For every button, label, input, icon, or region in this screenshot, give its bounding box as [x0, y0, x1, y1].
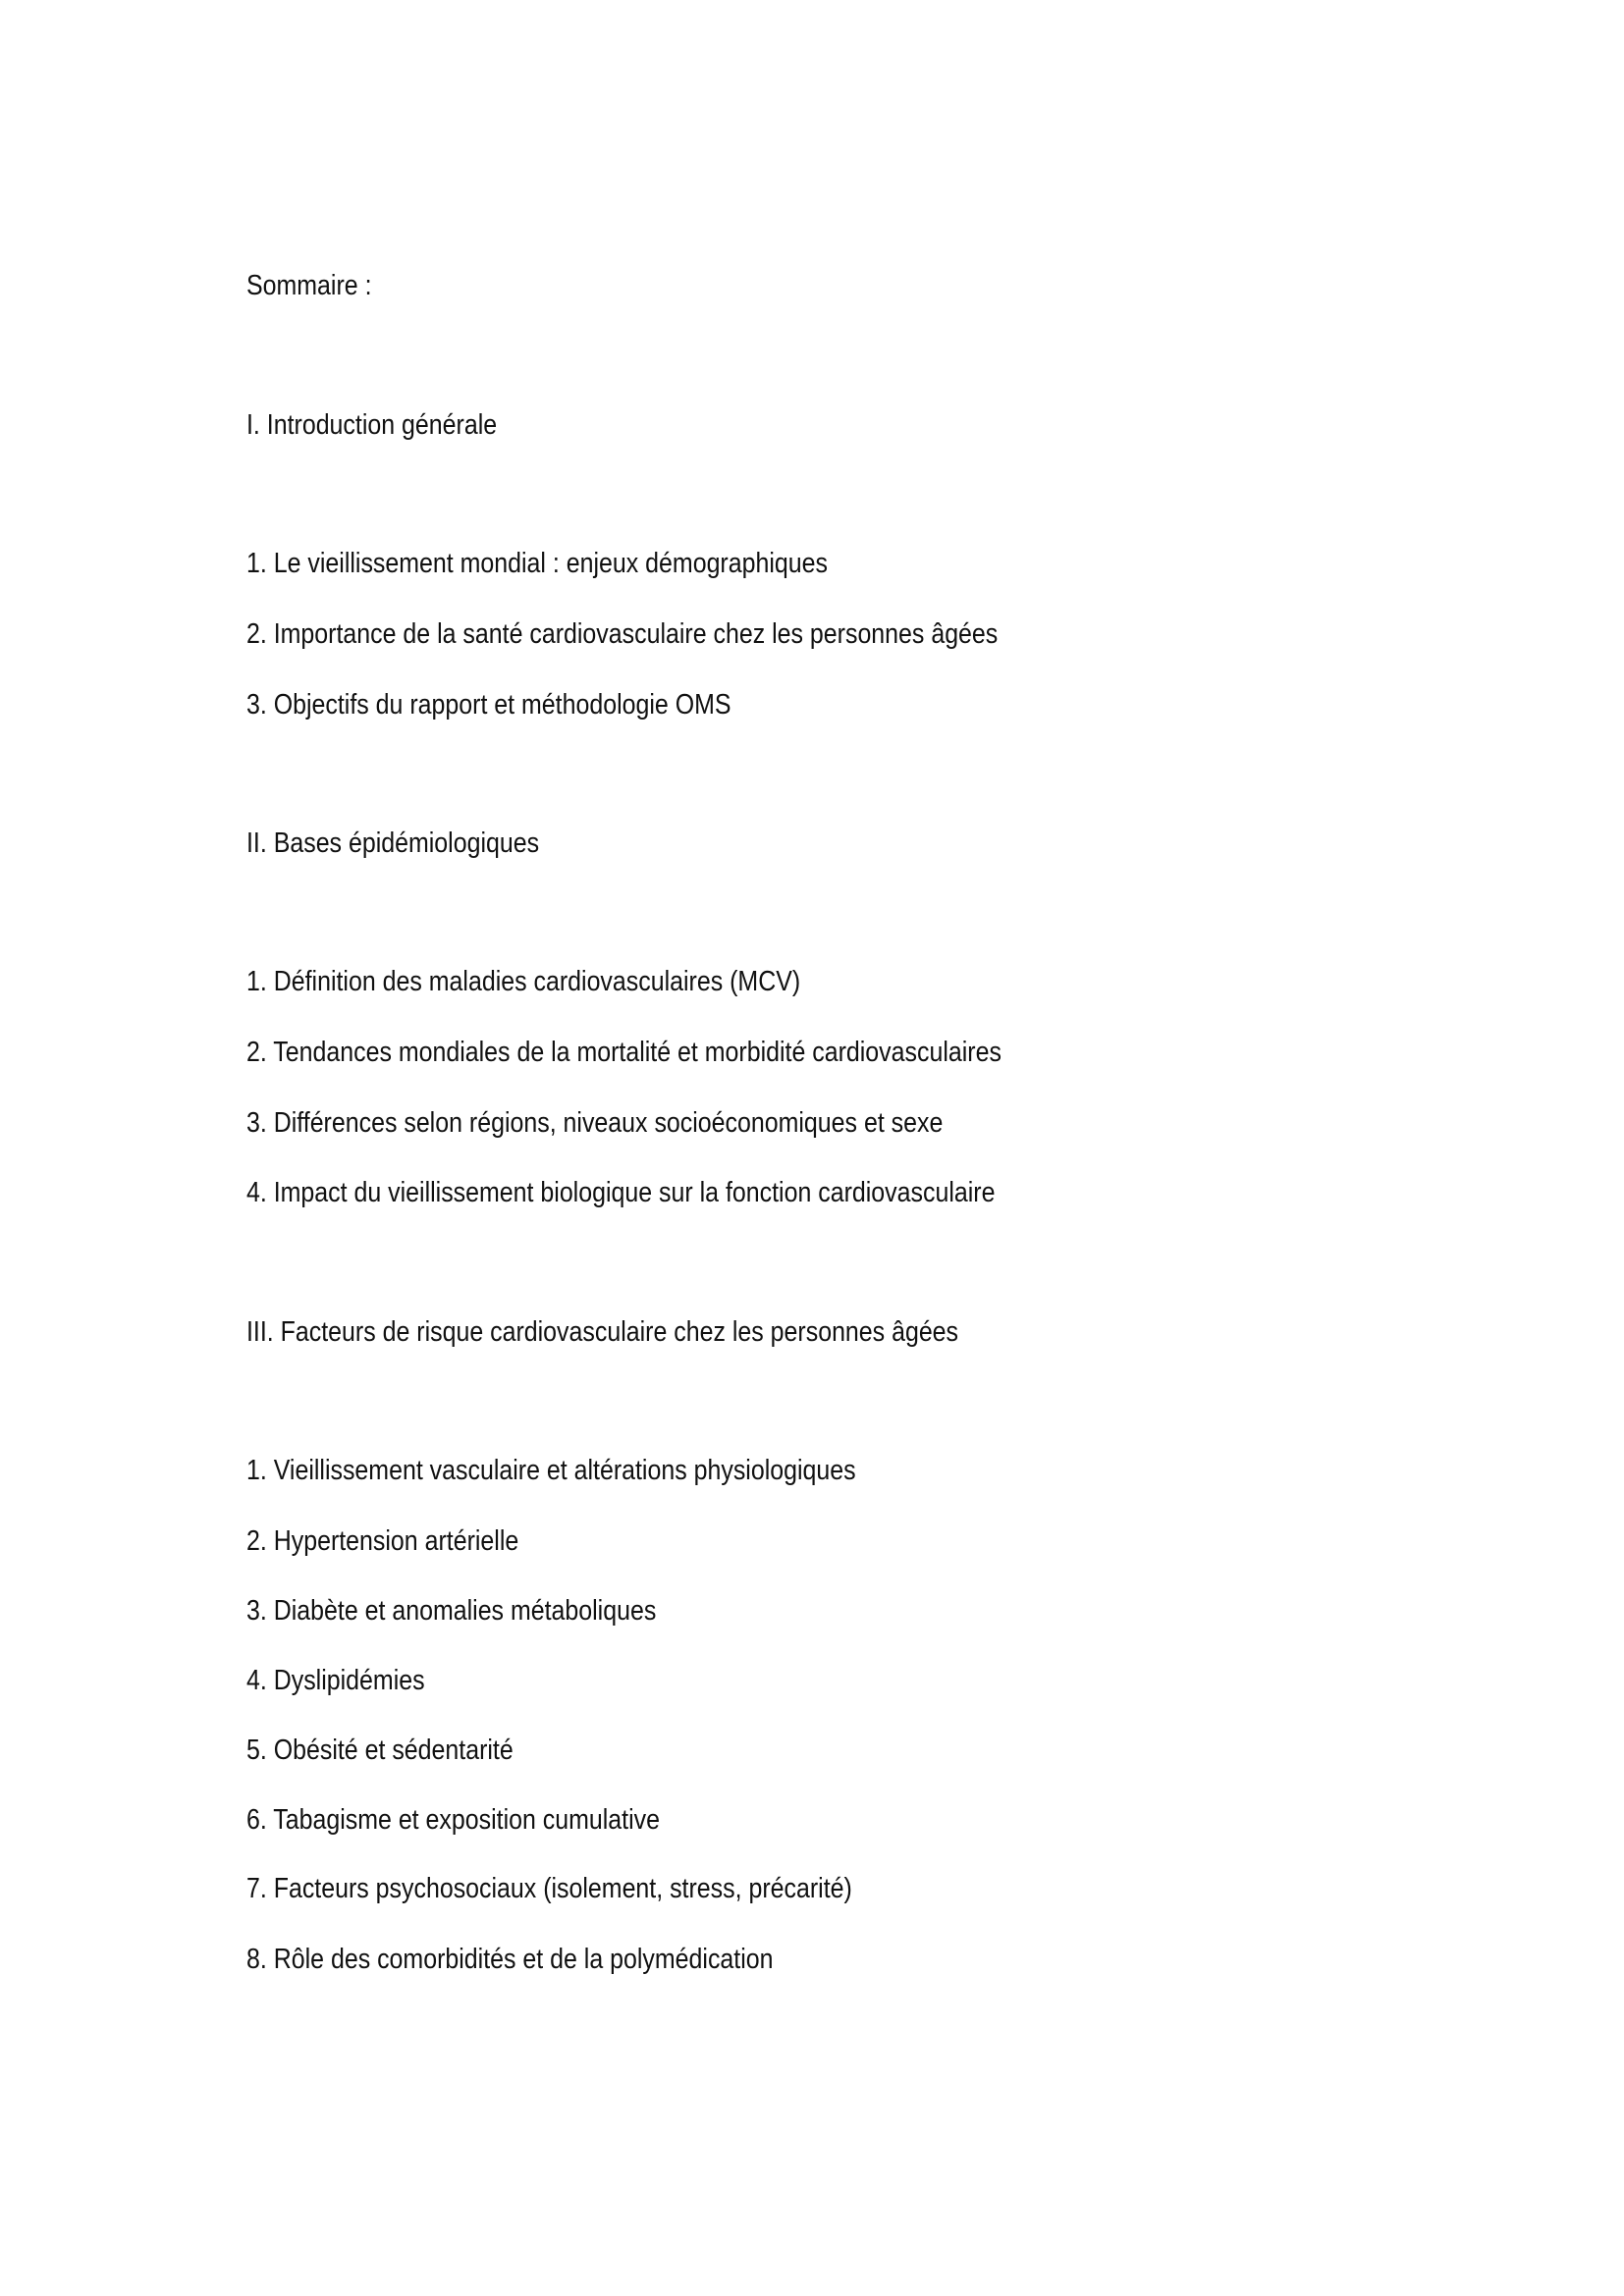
toc-item: 3. Différences selon régions, niveaux socioéconomiques et sexe — [246, 1107, 944, 1139]
toc-item: 1. Vieillissement vasculaire et altérations physiologiques — [246, 1455, 856, 1486]
toc-item: 1. Le vieillissement mondial : enjeux démographiques — [246, 548, 828, 579]
toc-item: 3. Objectifs du rapport et méthodologie OMS — [246, 689, 731, 721]
toc-item: 4. Dyslipidémies — [246, 1665, 425, 1696]
section-heading-1: I. Introduction générale — [246, 409, 498, 441]
toc-item: 7. Facteurs psychosociaux (isolement, stress, précarité) — [246, 1873, 852, 1904]
toc-item: 6. Tabagisme et exposition cumulative — [246, 1804, 660, 1836]
toc-item: 8. Rôle des comorbidités et de la polymédication — [246, 1944, 774, 1975]
toc-item: 1. Définition des maladies cardiovasculaires (MCV) — [246, 966, 801, 997]
toc-item: 2. Importance de la santé cardiovasculaire chez les personnes âgées — [246, 618, 999, 650]
section-heading-3: III. Facteurs de risque cardiovasculaire chez les personnes âgées — [246, 1316, 959, 1348]
toc-item: 2. Tendances mondiales de la mortalité et morbidité cardiovasculaires — [246, 1037, 1001, 1068]
toc-title: Sommaire : — [246, 270, 372, 301]
section-heading-2: II. Bases épidémiologiques — [246, 828, 540, 859]
toc-item: 3. Diabète et anomalies métaboliques — [246, 1595, 657, 1627]
toc-item: 4. Impact du vieillissement biologique sur la fonction cardiovasculaire — [246, 1177, 996, 1208]
toc-item: 5. Obésité et sédentarité — [246, 1735, 514, 1766]
toc-item: 2. Hypertension artérielle — [246, 1525, 519, 1557]
